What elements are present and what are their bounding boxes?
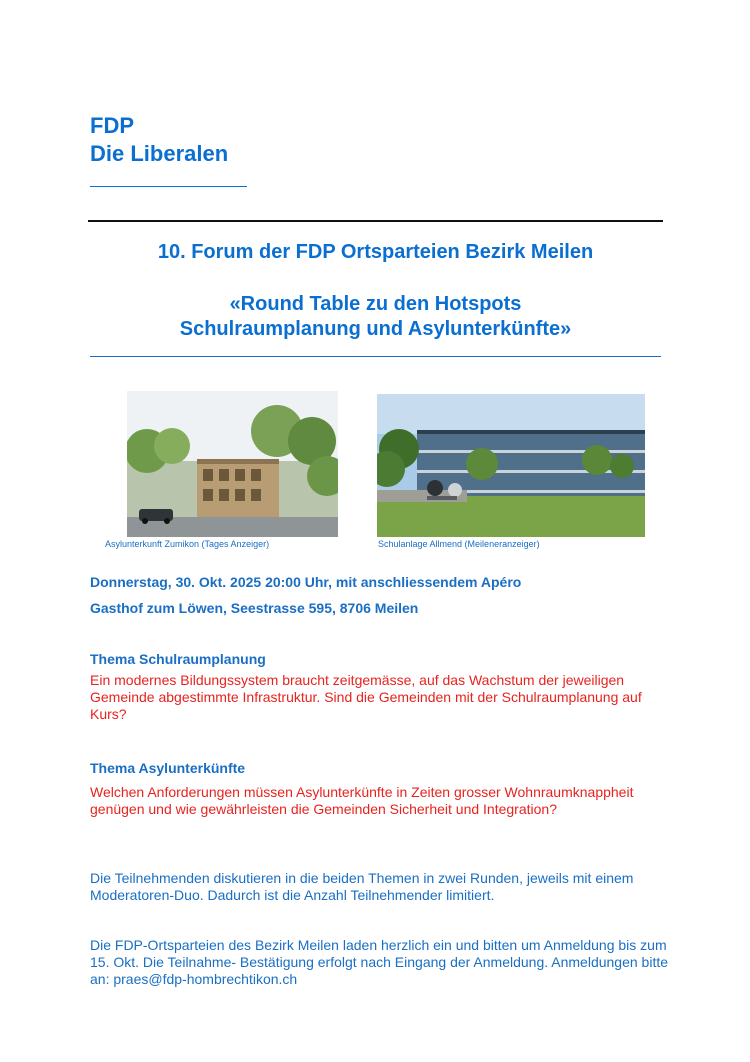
- photo-caption-asylum: Asylunterkunft Zumikon (Tages Anzeiger): [105, 539, 270, 549]
- party-logo: [90, 112, 228, 168]
- photo-asylum-housing: [127, 391, 338, 537]
- theme-text-asyl: Welchen Anforderungen müssen Asylunterkünfte in Zeiten grosser Wohnraumknappheit genügen und wie gewährleisten die Gemeinden Sicherheit und Integration?: [90, 784, 634, 817]
- event-datetime: Donnerstag, 30. Okt. 2025 20:00 Uhr, mit anschliessendem Apéro: [90, 574, 522, 590]
- event-location: Gasthof zum Löwen, Seestrasse 595, 8706 Meilen: [90, 600, 419, 616]
- subtitle-line-1: «Round Table zu den Hotspots: [229, 293, 522, 315]
- theme-text-schulraum: Ein modernes Bildungssystem braucht zeitgemässe, auf das Wachstum der jeweiligen Gemeinde abgestimmte Infrastruktur. Sind die Gemeinden mit der Schulraumplanung auf Kurs?: [90, 672, 642, 722]
- school-illustration: [377, 394, 645, 537]
- logo-line-2: Die Liberalen: [90, 141, 229, 166]
- photo-caption-school: Schulanlage Allmend (Meileneranzeiger): [378, 539, 540, 549]
- subtitle-line-2: Schulraumplanung und Asylunterkünfte»: [179, 318, 572, 340]
- title-divider: [90, 356, 661, 357]
- registration-paragraph: Die FDP-Ortsparteien des Bezirk Meilen laden herzlich ein und bitten um Anmeldung bis zum 15. Okt. Die Teilnahme- Bestätigung erfolgt nach Eingang der Anmeldung. Anmeldungen bitte an: praes@fdp-hombrechtikon.ch: [90, 937, 669, 987]
- page-title: 10. Forum der FDP Ortsparteien Bezirk Meilen: [157, 241, 594, 263]
- asylum-housing-illustration: [127, 391, 338, 537]
- logo-underline: [90, 186, 247, 187]
- header-divider: [88, 220, 663, 222]
- theme-title-schulraum: Thema Schulraumplanung: [90, 651, 266, 667]
- logo-line-1: FDP: [90, 113, 134, 138]
- info-paragraph: Die Teilnehmenden diskutieren in die beiden Themen in zwei Runden, jeweils mit einem Moderatoren-Duo. Dadurch ist die Anzahl Teilnehmender limitiert.: [90, 870, 634, 903]
- theme-title-asyl: Thema Asylunterkünfte: [90, 760, 246, 776]
- photo-school: [377, 394, 645, 537]
- page-subtitle: [88, 292, 663, 342]
